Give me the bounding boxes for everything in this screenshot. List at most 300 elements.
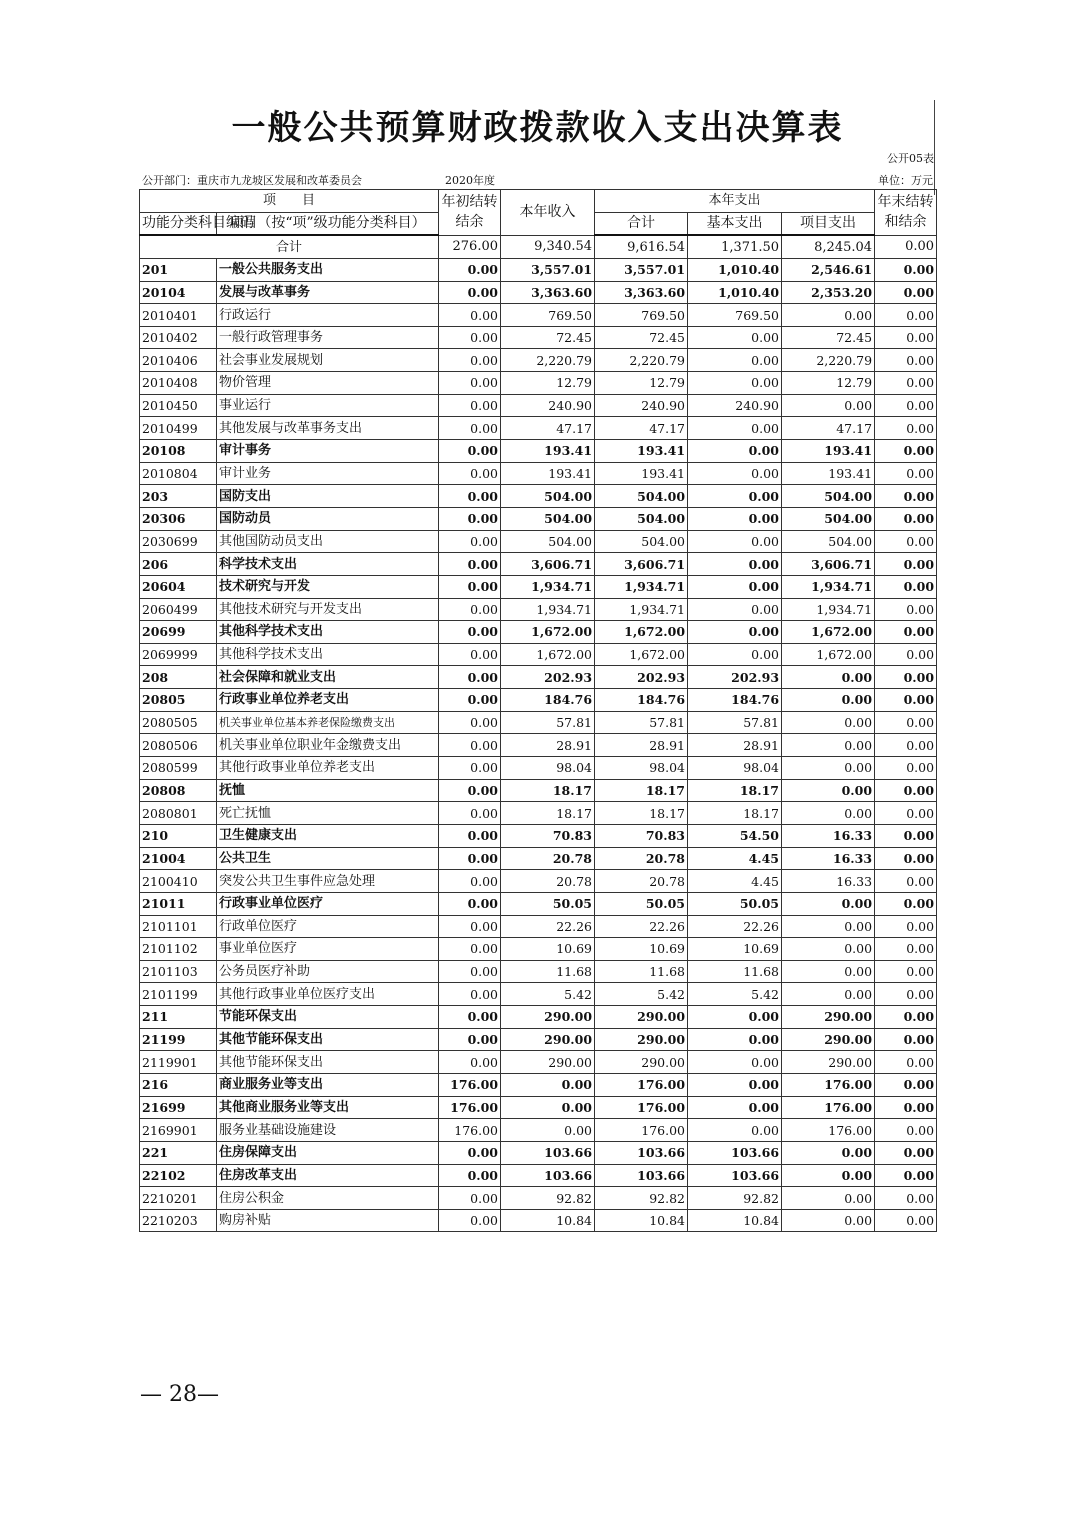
row-name: 其他行政事业单位医疗支出	[217, 983, 439, 1006]
summary-begin: 276.00	[439, 235, 501, 258]
row-begin: 0.00	[439, 983, 501, 1006]
row-end: 0.00	[875, 824, 937, 847]
summary-row	[140, 235, 937, 258]
row-begin: 0.00	[439, 892, 501, 915]
row-name: 一般行政管理事务	[217, 326, 439, 349]
row-project: 176.00	[782, 1073, 875, 1096]
row-project: 12.79	[782, 372, 875, 395]
row-begin: 0.00	[439, 1164, 501, 1187]
row-basic: 50.05	[688, 892, 782, 915]
row-begin: 0.00	[439, 757, 501, 780]
row-project: 16.33	[782, 847, 875, 870]
row-code: 2210201	[140, 1187, 217, 1210]
row-name: 抚恤	[217, 779, 439, 802]
row-name: 卫生健康支出	[217, 824, 439, 847]
budget-table	[139, 189, 937, 1232]
table-row	[140, 1051, 937, 1074]
row-name: 服务业基础设施建设	[217, 1119, 439, 1142]
row-code: 2010450	[140, 394, 217, 417]
row-income: 0.00	[501, 1096, 595, 1119]
row-total: 202.93	[595, 666, 688, 689]
row-begin: 0.00	[439, 349, 501, 372]
page-number: — 28—	[140, 1382, 219, 1407]
row-end: 0.00	[875, 666, 937, 689]
table-row	[140, 757, 937, 780]
row-project: 0.00	[782, 1209, 875, 1232]
row-code: 2101199	[140, 983, 217, 1006]
row-total: 290.00	[595, 1051, 688, 1074]
year-label: 2020年度	[445, 174, 495, 187]
row-income: 11.68	[501, 960, 595, 983]
row-end: 0.00	[875, 1141, 937, 1164]
row-name: 社会事业发展规划	[217, 349, 439, 372]
row-begin: 0.00	[439, 621, 501, 644]
row-basic: 28.91	[688, 734, 782, 757]
row-total: 92.82	[595, 1187, 688, 1210]
row-project: 0.00	[782, 304, 875, 327]
row-income: 1,672.00	[501, 643, 595, 666]
table-row	[140, 689, 937, 712]
row-total: 5.42	[595, 983, 688, 1006]
table-row	[140, 598, 937, 621]
row-begin: 0.00	[439, 575, 501, 598]
row-project: 0.00	[782, 960, 875, 983]
row-begin: 0.00	[439, 938, 501, 961]
row-income: 20.78	[501, 870, 595, 893]
row-total: 98.04	[595, 757, 688, 780]
table-row	[140, 553, 937, 576]
row-begin: 176.00	[439, 1073, 501, 1096]
table-row	[140, 440, 937, 463]
row-income: 98.04	[501, 757, 595, 780]
table-row	[140, 349, 937, 372]
row-income: 5.42	[501, 983, 595, 1006]
row-total: 1,672.00	[595, 643, 688, 666]
summary-label: 合计	[140, 235, 439, 258]
row-project: 193.41	[782, 462, 875, 485]
row-name: 一般公共服务支出	[217, 258, 439, 281]
header-code: 功能分类科目编码	[140, 212, 217, 235]
table-row	[140, 711, 937, 734]
table-row	[140, 1119, 937, 1142]
row-begin: 0.00	[439, 304, 501, 327]
row-income: 3,363.60	[501, 281, 595, 304]
row-basic: 0.00	[688, 326, 782, 349]
row-basic: 57.81	[688, 711, 782, 734]
header-income: 本年收入	[501, 190, 595, 236]
header-project: 项目支出	[782, 212, 875, 235]
table-row	[140, 915, 937, 938]
row-begin: 0.00	[439, 440, 501, 463]
row-income: 504.00	[501, 507, 595, 530]
row-code: 210	[140, 824, 217, 847]
row-project: 0.00	[782, 757, 875, 780]
row-income: 1,934.71	[501, 598, 595, 621]
header-item-group: 项 目	[140, 190, 439, 213]
row-code: 20108	[140, 440, 217, 463]
row-total: 176.00	[595, 1073, 688, 1096]
row-end: 0.00	[875, 938, 937, 961]
row-begin: 0.00	[439, 1187, 501, 1210]
row-name: 购房补贴	[217, 1209, 439, 1232]
row-income: 12.79	[501, 372, 595, 395]
row-end: 0.00	[875, 915, 937, 938]
row-begin: 0.00	[439, 711, 501, 734]
row-project: 2,546.61	[782, 258, 875, 281]
row-income: 1,934.71	[501, 575, 595, 598]
row-begin: 0.00	[439, 507, 501, 530]
row-name: 技术研究与开发	[217, 575, 439, 598]
row-begin: 0.00	[439, 1006, 501, 1029]
row-code: 2080599	[140, 757, 217, 780]
row-project: 0.00	[782, 1164, 875, 1187]
row-basic: 769.50	[688, 304, 782, 327]
row-code: 20805	[140, 689, 217, 712]
row-project: 504.00	[782, 485, 875, 508]
row-name: 其他国防动员支出	[217, 530, 439, 553]
row-code: 22102	[140, 1164, 217, 1187]
row-basic: 184.76	[688, 689, 782, 712]
table-row	[140, 1006, 937, 1029]
row-end: 0.00	[875, 802, 937, 825]
header-begin-balance: 年初结转结余	[439, 190, 501, 236]
row-name: 住房改革支出	[217, 1164, 439, 1187]
table-row	[140, 621, 937, 644]
row-total: 1,934.71	[595, 598, 688, 621]
row-name: 住房公积金	[217, 1187, 439, 1210]
row-basic: 0.00	[688, 1028, 782, 1051]
row-begin: 0.00	[439, 485, 501, 508]
row-end: 0.00	[875, 870, 937, 893]
row-total: 10.69	[595, 938, 688, 961]
row-name: 事业单位医疗	[217, 938, 439, 961]
row-project: 3,606.71	[782, 553, 875, 576]
table-row	[140, 1028, 937, 1051]
row-begin: 0.00	[439, 870, 501, 893]
row-end: 0.00	[875, 530, 937, 553]
row-name: 行政单位医疗	[217, 915, 439, 938]
row-project: 504.00	[782, 530, 875, 553]
row-begin: 0.00	[439, 960, 501, 983]
row-total: 20.78	[595, 870, 688, 893]
row-end: 0.00	[875, 643, 937, 666]
row-end: 0.00	[875, 779, 937, 802]
row-project: 176.00	[782, 1119, 875, 1142]
row-code: 216	[140, 1073, 217, 1096]
row-basic: 0.00	[688, 530, 782, 553]
row-name: 其他发展与改革事务支出	[217, 417, 439, 440]
row-basic: 4.45	[688, 870, 782, 893]
row-begin: 0.00	[439, 326, 501, 349]
row-end: 0.00	[875, 598, 937, 621]
row-income: 20.78	[501, 847, 595, 870]
header-expense-group: 本年支出	[595, 190, 875, 213]
row-total: 504.00	[595, 530, 688, 553]
row-name: 物价管理	[217, 372, 439, 395]
row-begin: 0.00	[439, 734, 501, 757]
table-row	[140, 870, 937, 893]
row-end: 0.00	[875, 485, 937, 508]
row-name: 国防动员	[217, 507, 439, 530]
table-row	[140, 847, 937, 870]
row-name: 机关事业单位职业年金缴费支出	[217, 734, 439, 757]
row-income: 1,672.00	[501, 621, 595, 644]
row-begin: 0.00	[439, 372, 501, 395]
summary-total: 9,616.54	[595, 235, 688, 258]
row-name: 其他节能环保支出	[217, 1028, 439, 1051]
row-basic: 0.00	[688, 1006, 782, 1029]
row-begin: 0.00	[439, 666, 501, 689]
table-row	[140, 1164, 937, 1187]
row-basic: 103.66	[688, 1164, 782, 1187]
row-total: 193.41	[595, 462, 688, 485]
row-code: 21199	[140, 1028, 217, 1051]
row-income: 3,606.71	[501, 553, 595, 576]
row-name: 审计业务	[217, 462, 439, 485]
row-basic: 10.69	[688, 938, 782, 961]
row-project: 0.00	[782, 802, 875, 825]
row-code: 21004	[140, 847, 217, 870]
row-project: 0.00	[782, 1187, 875, 1210]
row-begin: 0.00	[439, 553, 501, 576]
row-income: 18.17	[501, 779, 595, 802]
row-code: 2010401	[140, 304, 217, 327]
row-basic: 10.84	[688, 1209, 782, 1232]
row-income: 10.84	[501, 1209, 595, 1232]
row-end: 0.00	[875, 1096, 937, 1119]
row-begin: 0.00	[439, 824, 501, 847]
row-name: 社会保障和就业支出	[217, 666, 439, 689]
row-income: 290.00	[501, 1028, 595, 1051]
row-project: 193.41	[782, 440, 875, 463]
table-row	[140, 1209, 937, 1232]
row-end: 0.00	[875, 960, 937, 983]
row-code: 2169901	[140, 1119, 217, 1142]
row-code: 2030699	[140, 530, 217, 553]
row-name: 其他节能环保支出	[217, 1051, 439, 1074]
row-income: 57.81	[501, 711, 595, 734]
row-begin: 0.00	[439, 281, 501, 304]
row-income: 3,557.01	[501, 258, 595, 281]
row-total: 47.17	[595, 417, 688, 440]
table-row	[140, 462, 937, 485]
row-basic: 0.00	[688, 1051, 782, 1074]
row-begin: 0.00	[439, 915, 501, 938]
row-name: 机关事业单位基本养老保险缴费支出	[217, 711, 439, 734]
row-project: 0.00	[782, 1141, 875, 1164]
row-basic: 0.00	[688, 462, 782, 485]
row-code: 2010408	[140, 372, 217, 395]
row-income: 0.00	[501, 1073, 595, 1096]
table-row	[140, 530, 937, 553]
row-end: 0.00	[875, 1051, 937, 1074]
row-total: 103.66	[595, 1141, 688, 1164]
row-name: 其他商业服务业等支出	[217, 1096, 439, 1119]
row-project: 0.00	[782, 394, 875, 417]
row-begin: 0.00	[439, 643, 501, 666]
row-basic: 0.00	[688, 553, 782, 576]
row-code: 2010804	[140, 462, 217, 485]
table-row	[140, 1141, 937, 1164]
row-begin: 0.00	[439, 1209, 501, 1232]
row-end: 0.00	[875, 1073, 937, 1096]
row-end: 0.00	[875, 462, 937, 485]
row-income: 10.69	[501, 938, 595, 961]
row-name: 发展与改革事务	[217, 281, 439, 304]
row-end: 0.00	[875, 440, 937, 463]
row-end: 0.00	[875, 258, 937, 281]
row-total: 504.00	[595, 507, 688, 530]
table-row	[140, 575, 937, 598]
row-project: 16.33	[782, 870, 875, 893]
row-end: 0.00	[875, 1028, 937, 1051]
row-income: 193.41	[501, 440, 595, 463]
meta-line	[140, 172, 935, 188]
row-end: 0.00	[875, 983, 937, 1006]
row-total: 2,220.79	[595, 349, 688, 372]
row-begin: 0.00	[439, 1028, 501, 1051]
row-total: 72.45	[595, 326, 688, 349]
row-code: 21699	[140, 1096, 217, 1119]
row-basic: 0.00	[688, 372, 782, 395]
form-number: 公开05表	[887, 152, 934, 165]
row-code: 206	[140, 553, 217, 576]
row-end: 0.00	[875, 757, 937, 780]
row-project: 1,934.71	[782, 598, 875, 621]
row-code: 2210203	[140, 1209, 217, 1232]
row-name: 科学技术支出	[217, 553, 439, 576]
row-income: 72.45	[501, 326, 595, 349]
row-project: 290.00	[782, 1028, 875, 1051]
page-title: 一般公共预算财政拨款收入支出决算表	[231, 108, 844, 148]
table-row	[140, 892, 937, 915]
row-basic: 98.04	[688, 757, 782, 780]
row-end: 0.00	[875, 621, 937, 644]
row-total: 12.79	[595, 372, 688, 395]
row-income: 202.93	[501, 666, 595, 689]
summary-basic: 1,371.50	[688, 235, 782, 258]
row-project: 176.00	[782, 1096, 875, 1119]
header-name: 项目（按“项”级功能分类科目）	[217, 212, 439, 235]
row-end: 0.00	[875, 892, 937, 915]
row-name: 节能环保支出	[217, 1006, 439, 1029]
row-project: 290.00	[782, 1006, 875, 1029]
row-income: 103.66	[501, 1141, 595, 1164]
row-end: 0.00	[875, 326, 937, 349]
row-end: 0.00	[875, 734, 937, 757]
row-code: 2119901	[140, 1051, 217, 1074]
row-code: 20808	[140, 779, 217, 802]
row-code: 20104	[140, 281, 217, 304]
row-total: 504.00	[595, 485, 688, 508]
row-name: 事业运行	[217, 394, 439, 417]
row-code: 2080505	[140, 711, 217, 734]
table-row	[140, 372, 937, 395]
row-code: 2080801	[140, 802, 217, 825]
table-row	[140, 824, 937, 847]
row-basic: 1,010.40	[688, 281, 782, 304]
row-basic: 240.90	[688, 394, 782, 417]
table-row	[140, 802, 937, 825]
table-row	[140, 281, 937, 304]
row-basic: 0.00	[688, 1119, 782, 1142]
row-basic: 0.00	[688, 349, 782, 372]
row-project: 0.00	[782, 711, 875, 734]
table-row	[140, 507, 937, 530]
header-row-top	[140, 190, 937, 213]
table-row	[140, 485, 937, 508]
table-row	[140, 304, 937, 327]
row-project: 47.17	[782, 417, 875, 440]
row-begin: 0.00	[439, 847, 501, 870]
row-total: 22.26	[595, 915, 688, 938]
row-project: 0.00	[782, 892, 875, 915]
row-income: 504.00	[501, 530, 595, 553]
row-total: 184.76	[595, 689, 688, 712]
row-income: 28.91	[501, 734, 595, 757]
row-basic: 0.00	[688, 1096, 782, 1119]
row-basic: 103.66	[688, 1141, 782, 1164]
row-basic: 4.45	[688, 847, 782, 870]
row-begin: 0.00	[439, 1051, 501, 1074]
row-code: 2069999	[140, 643, 217, 666]
row-project: 0.00	[782, 779, 875, 802]
department-label: 公开部门：重庆市九龙坡区发展和改革委员会	[142, 174, 362, 187]
row-begin: 0.00	[439, 779, 501, 802]
row-name: 其他技术研究与开发支出	[217, 598, 439, 621]
row-project: 0.00	[782, 938, 875, 961]
row-end: 0.00	[875, 281, 937, 304]
row-project: 1,934.71	[782, 575, 875, 598]
row-total: 769.50	[595, 304, 688, 327]
header-basic: 基本支出	[688, 212, 782, 235]
row-total: 290.00	[595, 1028, 688, 1051]
row-project: 16.33	[782, 824, 875, 847]
row-end: 0.00	[875, 304, 937, 327]
row-basic: 0.00	[688, 507, 782, 530]
row-name: 突发公共卫生事件应急处理	[217, 870, 439, 893]
row-end: 0.00	[875, 507, 937, 530]
row-income: 290.00	[501, 1051, 595, 1074]
row-project: 0.00	[782, 915, 875, 938]
row-end: 0.00	[875, 553, 937, 576]
row-begin: 0.00	[439, 417, 501, 440]
row-income: 92.82	[501, 1187, 595, 1210]
row-income: 47.17	[501, 417, 595, 440]
header-end-balance: 年末结转和结余	[875, 190, 937, 236]
row-basic: 22.26	[688, 915, 782, 938]
row-total: 3,557.01	[595, 258, 688, 281]
row-total: 20.78	[595, 847, 688, 870]
row-income: 2,220.79	[501, 349, 595, 372]
row-code: 208	[140, 666, 217, 689]
row-project: 290.00	[782, 1051, 875, 1074]
summary-income: 9,340.54	[501, 235, 595, 258]
row-begin: 0.00	[439, 1141, 501, 1164]
row-end: 0.00	[875, 689, 937, 712]
table-row	[140, 394, 937, 417]
row-income: 290.00	[501, 1006, 595, 1029]
row-basic: 202.93	[688, 666, 782, 689]
row-end: 0.00	[875, 394, 937, 417]
row-code: 2010499	[140, 417, 217, 440]
row-end: 0.00	[875, 575, 937, 598]
row-begin: 0.00	[439, 394, 501, 417]
row-end: 0.00	[875, 417, 937, 440]
row-end: 0.00	[875, 1187, 937, 1210]
row-code: 20306	[140, 507, 217, 530]
row-end: 0.00	[875, 1209, 937, 1232]
